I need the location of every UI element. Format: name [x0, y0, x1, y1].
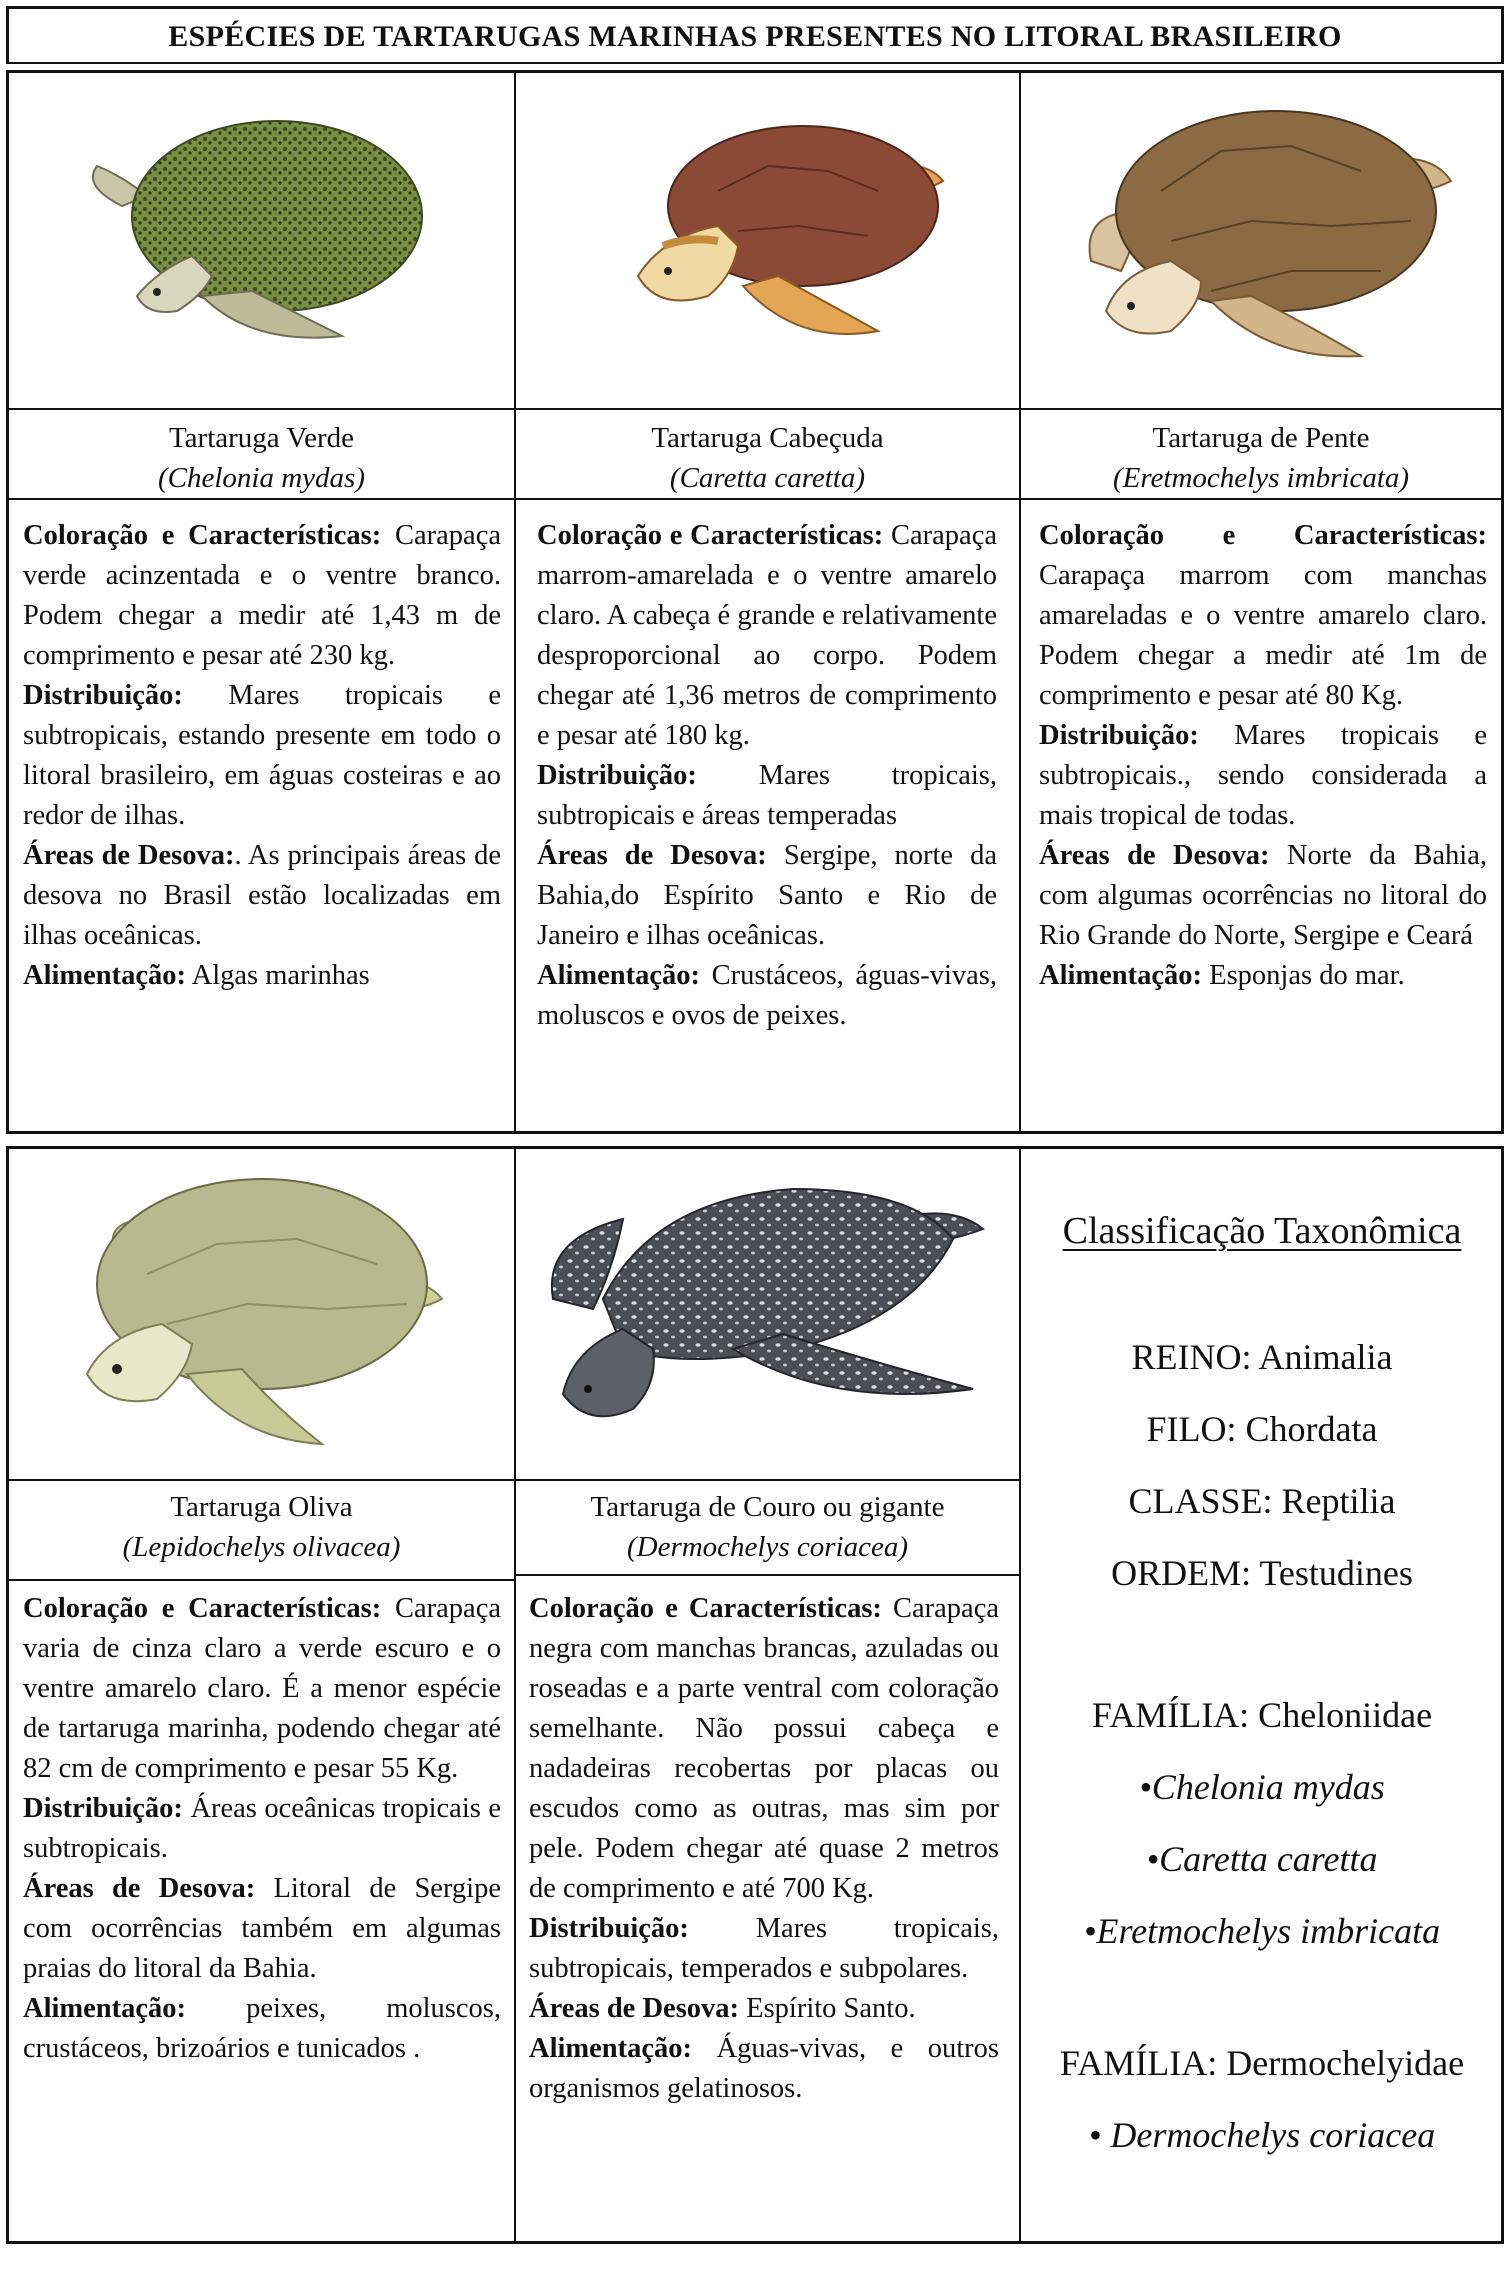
scientific-name: (Eretmochelys imbricata) [1112, 462, 1410, 494]
areas-paragraph [529, 1989, 999, 2029]
coloracao-label: Coloração e Características: [23, 1593, 382, 1624]
distribuicao-label: Distribuição: [529, 1913, 689, 1944]
species-description [1039, 516, 1487, 996]
bottom-section [6, 1146, 1504, 2244]
taxonomy-familia-dermochelyidae: FAMÍLIA: Dermochelyidae [1059, 2043, 1465, 2083]
row-divider [9, 498, 1501, 500]
common-name: Tartaruga Cabeçuda [651, 422, 884, 454]
leatherback-turtle-illustration [533, 1159, 1003, 1469]
row-divider [9, 408, 1501, 410]
areas-paragraph [23, 836, 501, 956]
distribuicao-text: Áreas oceânicas tropicais e subtropicais. [23, 1793, 501, 1864]
loggerhead-turtle-illustration [568, 96, 968, 386]
species-sheet [6, 6, 1504, 2284]
coloracao-label: Coloração e Características: [1039, 520, 1487, 551]
areas-text: Litoral de Sergipe com ocorrências também em algumas praias do litoral da Bahia. [23, 1873, 502, 1984]
distribuicao-label: Distribuição: [23, 1793, 183, 1824]
title-bar [6, 6, 1504, 64]
scientific-name: (Chelonia mydas) [158, 462, 365, 494]
taxonomy-classe: CLASSE: Reptilia [1128, 1481, 1396, 1521]
alimentacao-label: Alimentação: [537, 960, 701, 991]
common-name: Tartaruga de Pente [1152, 422, 1370, 454]
coloracao-label: Coloração e Características: [23, 520, 382, 551]
distribuicao-text: Mares tropicais e subtropicais., sendo considerada a mais tropical de todas. [1039, 720, 1487, 831]
species-name-block [9, 1487, 514, 1567]
top-section [6, 70, 1504, 1134]
distribuicao-label: Distribuição: [537, 760, 697, 791]
areas-text: Sergipe, norte da Bahia,do Espírito Santo e Rio de Janeiro e ilhas oceânicas. [537, 840, 997, 951]
distribuicao-label: Distribuição: [1039, 720, 1199, 751]
areas-paragraph [23, 1869, 501, 1989]
distribuicao-paragraph [1039, 716, 1487, 836]
taxonomy-ordem: ORDEM: Testudines [1111, 1553, 1413, 1593]
taxonomy-title: Classificação Taxonômica [1062, 1210, 1462, 1252]
distribuicao-label: Distribuição: [23, 680, 183, 711]
distribuicao-text: Mares tropicais, subtropicais e áreas temperadas [537, 760, 997, 831]
species-name-block [516, 1487, 1019, 1567]
areas-label: Áreas de Desova: [23, 1873, 256, 1904]
alimentacao-paragraph [537, 956, 997, 1036]
coloracao-paragraph [529, 1589, 999, 1909]
common-name: Tartaruga de Couro ou gigante [590, 1491, 945, 1523]
alimentacao-label: Alimentação: [23, 1993, 187, 2024]
alimentacao-label: Alimentação: [23, 960, 187, 991]
olive-ridley-turtle-image [9, 1149, 514, 1479]
alimentacao-text: Esponjas do mar. [1209, 960, 1405, 991]
page-title: ESPÉCIES DE TARTARUGAS MARINHAS PRESENTES NO LITORAL BRASILEIRO [168, 19, 1342, 53]
areas-paragraph [537, 836, 997, 956]
alimentacao-label: Alimentação: [1039, 960, 1203, 991]
alimentacao-paragraph [529, 2029, 999, 2109]
alimentacao-text: Algas marinhas [191, 960, 370, 991]
taxonomy-species-item: • Dermochelys coriacea [1088, 2115, 1436, 2155]
alimentacao-paragraph [23, 956, 501, 996]
areas-label: Áreas de Desova: [1039, 840, 1270, 871]
taxonomy-reino: REINO: Animalia [1131, 1337, 1393, 1377]
coloracao-paragraph [1039, 516, 1487, 716]
distribuicao-text: Mares tropicais, subtropicais, temperados e subpolares. [529, 1913, 999, 1984]
taxonomy-species-item: •Chelonia mydas [1139, 1767, 1385, 1807]
species-name-block [1021, 418, 1501, 498]
coloracao-text: Carapaça marrom com manchas amareladas e o ventre amarelo claro. Podem chegar a medir até 1m de comprimento e pesar até 80 Kg. [1039, 560, 1487, 711]
alimentacao-label: Alimentação: [529, 2033, 693, 2064]
coloracao-text: Carapaça negra com manchas brancas, azuladas ou roseadas e a parte ventral com coloração semelhante. Não possui cabeça e nadadeiras recobertas por placas ou escudos como as outras, mas sim por pele. Podem chegar até quase 2 metros de comprimento e até 700 Kg. [529, 1593, 999, 1904]
alimentacao-text: Crustáceos, águas-vivas, moluscos e ovos de peixes. [537, 960, 998, 1031]
distribuicao-paragraph [537, 756, 997, 836]
coloracao-text: Carapaça verde acinzentada e o ventre branco. Podem chegar a medir até 1,43 m de comprimento e pesar até 230 kg. [23, 520, 501, 671]
coloracao-label: Coloração e Características: [529, 1593, 882, 1624]
species-description [23, 516, 501, 996]
coloracao-paragraph [23, 1589, 501, 1789]
hawksbill-turtle-illustration [1051, 91, 1471, 391]
areas-paragraph [1039, 836, 1487, 956]
olive-ridley-turtle-illustration [47, 1164, 477, 1464]
species-name-block [9, 418, 514, 498]
hawksbill-turtle-image [1021, 73, 1501, 408]
coloracao-paragraph [537, 516, 997, 756]
coloracao-text: Carapaça varia de cinza claro a verde escuro e o ventre amarelo claro. É a menor espécie de tartaruga marinha, podendo chegar até 82 cm de comprimento e pesar 55 Kg. [23, 1593, 501, 1784]
leatherback-turtle-image [516, 1149, 1019, 1479]
alimentacao-text: Águas-vivas, e outros organismos gelatinosos. [529, 2033, 999, 2104]
alimentacao-paragraph [1039, 956, 1487, 996]
species-description [23, 1589, 501, 2069]
taxonomy-filo: FILO: Chordata [1146, 1409, 1378, 1449]
distribuicao-paragraph [23, 1789, 501, 1869]
scientific-name: (Lepidochelys olivacea) [122, 1531, 401, 1563]
taxonomy-familia-cheloniidae: FAMÍLIA: Cheloniidae [1091, 1695, 1433, 1735]
loggerhead-turtle-image [516, 73, 1019, 408]
species-name-block [516, 418, 1019, 498]
distribuicao-paragraph [529, 1909, 999, 1989]
alimentacao-paragraph [23, 1989, 501, 2069]
taxonomy-panel [1023, 1209, 1501, 2171]
areas-text: Norte da Bahia, com algumas ocorrências no litoral do Rio Grande do Norte, Sergipe e Ceará [1039, 840, 1487, 951]
column-divider [1019, 1149, 1021, 2241]
coloracao-paragraph [23, 516, 501, 676]
row-divider [9, 1479, 1019, 1481]
row-divider [516, 1574, 1019, 1576]
areas-label: Áreas de Desova: [537, 840, 767, 871]
coloracao-label: Coloração e Características: [537, 520, 884, 551]
alimentacao-text: peixes, moluscos, crustáceos, brizoários e tunicados . [23, 1993, 501, 2064]
green-turtle-illustration [62, 96, 462, 386]
areas-text: Espírito Santo. [746, 1993, 916, 2024]
common-name: Tartaruga Oliva [170, 1491, 353, 1523]
common-name: Tartaruga Verde [168, 422, 355, 454]
row-divider [9, 1579, 514, 1581]
scientific-name: (Dermochelys coriacea) [626, 1531, 909, 1563]
taxonomy-species-item: •Eretmochelys imbricata [1083, 1911, 1441, 1951]
areas-label: Áreas de Desova: [529, 1993, 740, 2024]
taxonomy-species-item: •Caretta caretta [1146, 1839, 1378, 1879]
species-description [537, 516, 997, 1036]
scientific-name: (Caretta caretta) [669, 462, 866, 494]
distribuicao-text: Mares tropicais e subtropicais, estando presente em todo o litoral brasileiro, em águas costeiras e ao redor de ilhas. [23, 680, 501, 831]
species-description [529, 1589, 999, 2109]
coloracao-text: Carapaça marrom-amarelada e o ventre amarelo claro. A cabeça é grande e relativamente desproporcional ao corpo. Podem chegar até 1,36 metros de comprimento e pesar até 180 kg. [537, 520, 997, 751]
green-turtle-image [9, 73, 514, 408]
distribuicao-paragraph [23, 676, 501, 836]
areas-label: Áreas de Desova: [23, 840, 235, 871]
areas-text: . As principais áreas de desova no Brasil estão localizadas em ilhas oceânicas. [23, 840, 501, 951]
